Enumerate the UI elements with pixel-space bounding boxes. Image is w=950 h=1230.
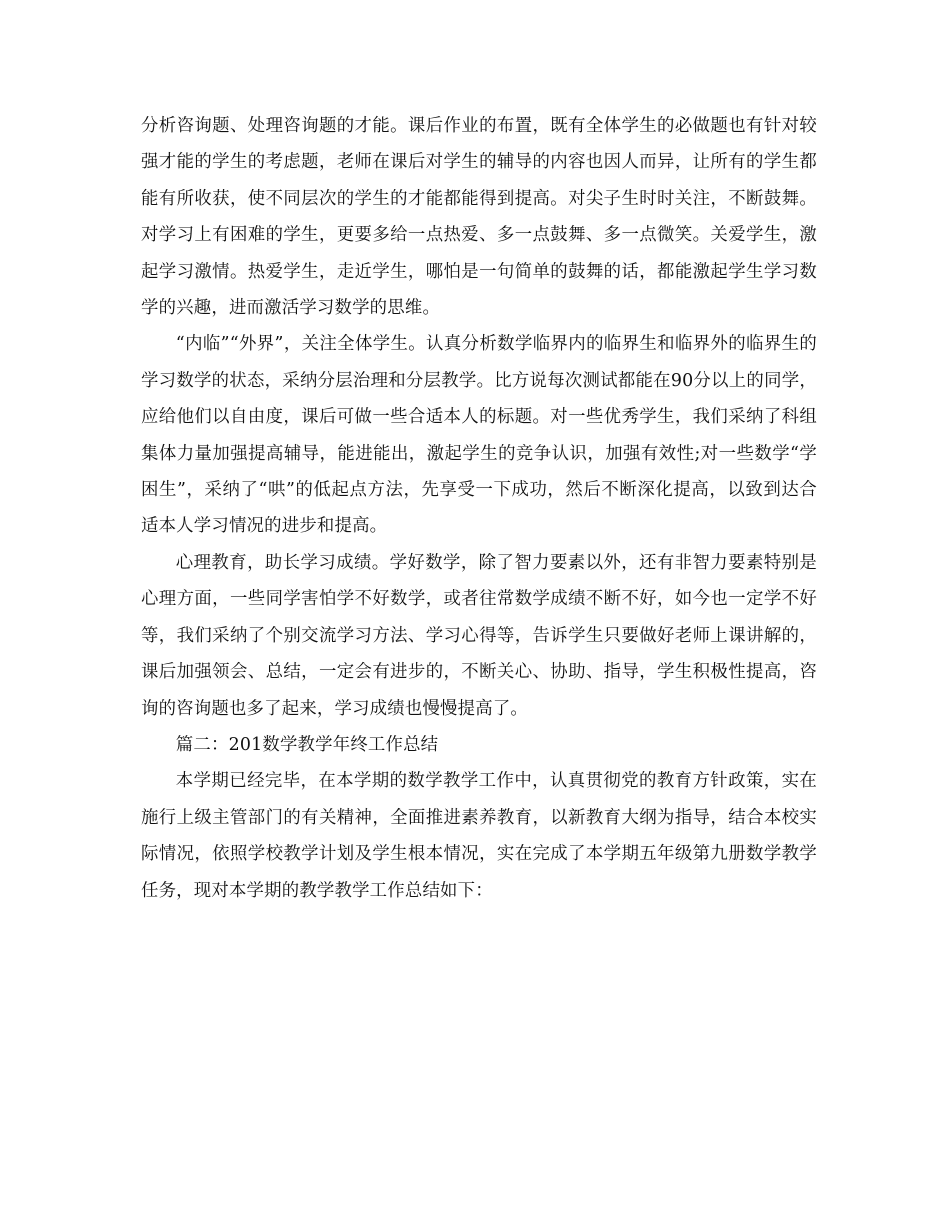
paragraph-5: 本学期已经完毕，在本学期的数学教学工作中，认真贯彻党的教育方针政策，实在施行上级主管部门的有关精神，全面推进素养教育，以新教育大纲为指导，结合本校实际情况，依照学校教学计划及学生根本情况，实在完成了本学期五年级第九册数学教学任务，现对本学期的教学教学工作总结如下： <box>141 771 817 901</box>
paragraph-1: 分析咨询题、处理咨询题的才能。课后作业的布置，既有全体学生的必做题也有针对较强才能的学生的考虑题，老师在课后对学生的辅导的内容也因人而异，让所有的学生都能有所收获，使不同层次的学生的才能都能得到提高。对尖子生时时关注，不断鼓舞。对学习上有困难的学生，更要多给一点热爱、多一点鼓舞、多一点微笑。关爱学生，激起学习激情。热爱学生，走近学生，哪怕是一句简单的鼓舞的话，都能激起学生学习数学的兴趣，进而激活学习数学的思维。 <box>141 116 817 319</box>
section-heading: 篇二：201数学教学年终工作总结 <box>175 734 439 755</box>
paragraph-3: 心理教育，助长学习成绩。学好数学，除了智力要素以外，还有非智力要素特别是心理方面，一些同学害怕学不好数学，或者往常数学成绩不断不好，如今也一定学不好等，我们采纳了个别交流学习方法、学习心得等，告诉学生只要做好老师上课讲解的，课后加强领会、总结，一定会有进步的，不断关心、协助、指导，学生积极性提高，咨询的咨询题也多了起来，学习成绩也慢慢提高了。 <box>141 552 817 719</box>
document-body <box>141 108 817 909</box>
paragraph-2: “内临”“外界”，关注全体学生。认真分析数学临界内的临界生和临界外的临界生的学习数学的状态，采纳分层治理和分层教学。比方说每次测试都能在90分以上的同学，应给他们以自由度，课后可做一些合适本人的标题。对一些优秀学生，我们采纳了科组集体力量加强提高辅导，能进能出，激起学生的竞争认识，加强有效性;对一些数学“学困生”，采纳了“哄”的低起点方法，先享受一下成功，然后不断深化提高，以致到达合适本人学习情况的进步和提高。 <box>141 334 817 537</box>
